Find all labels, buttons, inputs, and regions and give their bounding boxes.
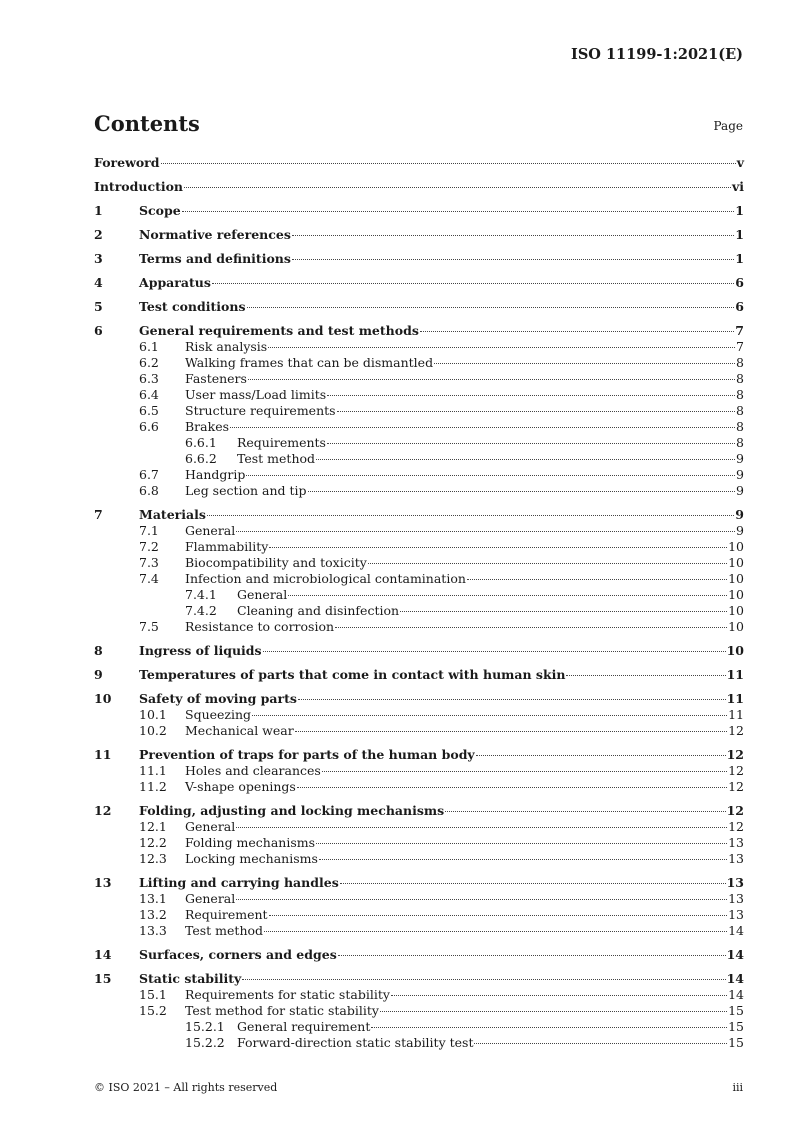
dot-leader xyxy=(319,859,727,860)
toc-entry[interactable] xyxy=(94,555,744,571)
document-id: ISO 11199-1:2021(E) xyxy=(571,46,743,63)
toc-entry-title: General xyxy=(185,891,236,906)
dot-leader xyxy=(445,811,725,812)
toc-entry-title: Test method xyxy=(185,923,264,938)
toc-entry[interactable] xyxy=(94,226,744,243)
toc-entry[interactable] xyxy=(94,907,744,923)
dot-leader xyxy=(467,579,727,580)
toc-entry-number: 6.2 xyxy=(139,355,159,370)
toc-entry-page: v xyxy=(736,155,744,170)
toc-entry-title: Locking mechanisms xyxy=(185,851,318,866)
dot-leader xyxy=(236,531,735,532)
toc-entry-page: 13 xyxy=(728,907,744,922)
toc-entry-page: 8 xyxy=(736,371,744,386)
toc-entry-number: 11 xyxy=(94,747,112,762)
toc-entry-page: 14 xyxy=(728,987,744,1002)
toc-entry-number: 6.6.2 xyxy=(185,451,217,466)
toc-entry-page: 8 xyxy=(736,435,744,450)
toc-entry[interactable] xyxy=(94,539,744,555)
dot-leader xyxy=(340,883,726,884)
toc-entry[interactable] xyxy=(94,451,744,467)
dot-leader xyxy=(269,915,728,916)
dot-leader xyxy=(380,1011,727,1012)
dot-leader xyxy=(335,627,727,628)
toc-entry-number: 14 xyxy=(94,947,112,962)
toc-entry-number: 15.2.2 xyxy=(185,1035,225,1050)
toc-entry-page: 11 xyxy=(726,691,744,706)
toc-entry-title: Ingress of liquids xyxy=(139,643,262,658)
dot-leader xyxy=(337,411,735,412)
toc-entry-number: 12.1 xyxy=(139,819,167,834)
toc-entry[interactable] xyxy=(94,723,744,739)
dot-leader xyxy=(371,1027,727,1028)
toc-entry-title: Normative references xyxy=(139,227,291,242)
toc-entry-page: 13 xyxy=(726,875,744,890)
toc-entry-title: Biocompatibility and toxicity xyxy=(185,555,367,570)
toc-entry-title: Resistance to corrosion xyxy=(185,619,335,634)
toc-entry-title: Terms and definitions xyxy=(139,251,291,266)
toc-entry[interactable] xyxy=(94,835,744,851)
toc-entry-title: User mass/Load limits xyxy=(185,387,327,402)
dot-leader xyxy=(246,475,735,476)
dot-leader xyxy=(263,651,726,652)
dot-leader xyxy=(400,611,727,612)
toc-entry-number: 13.2 xyxy=(139,907,167,922)
dot-leader xyxy=(316,459,735,460)
toc-entry-page: 1 xyxy=(735,203,744,218)
toc-entry[interactable] xyxy=(94,339,744,355)
toc-entry-number: 10 xyxy=(94,691,112,706)
dot-leader xyxy=(391,995,727,996)
dot-leader xyxy=(295,731,727,732)
toc-entry-number: 6.1 xyxy=(139,339,159,354)
dot-leader xyxy=(247,307,735,308)
toc-entry[interactable] xyxy=(94,298,744,315)
dot-leader xyxy=(316,843,727,844)
toc-entry-title: Structure requirements xyxy=(185,403,336,418)
toc-entry-page: 12 xyxy=(728,723,744,738)
toc-entry[interactable] xyxy=(94,274,744,291)
toc-entry[interactable] xyxy=(94,802,744,819)
toc-entry-number: 12 xyxy=(94,803,112,818)
dot-leader xyxy=(327,443,735,444)
toc-entry-number: 15.1 xyxy=(139,987,167,1002)
toc-entry[interactable] xyxy=(94,202,744,219)
toc-entry-page: 11 xyxy=(728,707,744,722)
dot-leader xyxy=(327,395,735,396)
toc-entry-number: 15.2 xyxy=(139,1003,167,1018)
toc-entry-number: 7.1 xyxy=(139,523,159,538)
toc-entry-page: 6 xyxy=(735,299,744,314)
toc-entry[interactable] xyxy=(94,987,744,1003)
toc-entry-number: 6 xyxy=(94,323,103,338)
dot-leader xyxy=(161,163,736,164)
toc-entry-number: 6.8 xyxy=(139,483,159,498)
toc-entry-page: 10 xyxy=(726,643,744,658)
toc-entry-number: 4 xyxy=(94,275,103,290)
dot-leader xyxy=(308,491,735,492)
toc-entry[interactable] xyxy=(94,666,744,683)
toc-entry[interactable] xyxy=(94,619,744,635)
dot-leader xyxy=(292,259,734,260)
toc-entry-title: Walking frames that can be dismantled xyxy=(185,355,434,370)
toc-entry-number: 5 xyxy=(94,299,103,314)
dot-leader xyxy=(230,427,735,428)
toc-entry-title: Holes and clearances xyxy=(185,763,321,778)
toc-entry[interactable] xyxy=(94,250,744,267)
dot-leader xyxy=(368,563,727,564)
toc-entry-title: Introduction xyxy=(94,179,184,194)
dot-leader xyxy=(236,899,727,900)
copyright-footer: © ISO 2021 – All rights reserved xyxy=(94,1081,278,1094)
toc-entry-title: Apparatus xyxy=(139,275,211,290)
dot-leader xyxy=(212,283,734,284)
toc-entry-number: 9 xyxy=(94,667,103,682)
toc-entry[interactable] xyxy=(94,970,744,987)
toc-entry-title: Surfaces, corners and edges xyxy=(139,947,337,962)
page-number: iii xyxy=(732,1081,743,1094)
toc-entry-page: 13 xyxy=(728,891,744,906)
toc-entry-number: 15.2.1 xyxy=(185,1019,225,1034)
toc-entry[interactable] xyxy=(94,403,744,419)
toc-entry-page: 9 xyxy=(735,507,744,522)
dot-leader xyxy=(252,715,727,716)
toc-entry[interactable] xyxy=(94,851,744,867)
toc-entry[interactable] xyxy=(94,763,744,779)
dot-leader xyxy=(474,1043,727,1044)
toc-entry-page: 8 xyxy=(736,355,744,370)
toc-entry-title: V-shape openings xyxy=(185,779,296,794)
toc-entry-page: vi xyxy=(731,179,744,194)
toc-entry-page: 10 xyxy=(728,587,744,602)
toc-entry-title: Leg section and tip xyxy=(185,483,307,498)
toc-entry[interactable] xyxy=(94,642,744,659)
toc-entry-title: General xyxy=(237,587,288,602)
toc-entry-title: General xyxy=(185,523,236,538)
toc-entry-number: 12.2 xyxy=(139,835,167,850)
toc-entry-title: Squeezing xyxy=(185,707,252,722)
toc-entry-page: 9 xyxy=(736,523,744,538)
toc-entry-title: Mechanical wear xyxy=(185,723,294,738)
toc-entry[interactable] xyxy=(94,523,744,539)
toc-entry[interactable] xyxy=(94,435,744,451)
toc-entry[interactable] xyxy=(94,322,744,339)
toc-entry[interactable] xyxy=(94,690,744,707)
toc-entry-page: 9 xyxy=(736,483,744,498)
toc-entry-title: Temperatures of parts that come in contact with human skin xyxy=(139,667,566,682)
toc-entry[interactable] xyxy=(94,746,744,763)
toc-entry-number: 7.2 xyxy=(139,539,159,554)
toc-entry-title: Prevention of traps for parts of the human body xyxy=(139,747,475,762)
toc-entry-title: General xyxy=(185,819,236,834)
toc-entry-page: 8 xyxy=(736,387,744,402)
toc-entry[interactable] xyxy=(94,355,744,371)
toc-entry-page: 14 xyxy=(728,923,744,938)
toc-entry-title: Requirements xyxy=(237,435,326,450)
toc-entry-title: Fasteners xyxy=(185,371,247,386)
toc-entry[interactable] xyxy=(94,419,744,435)
dot-leader xyxy=(297,787,727,788)
toc-entry-page: 7 xyxy=(736,339,744,354)
toc-entry-title: Test method for static stability xyxy=(185,1003,379,1018)
toc-entry-number: 6.4 xyxy=(139,387,159,402)
toc-entry-title: Flammability xyxy=(185,539,269,554)
toc-entry[interactable] xyxy=(94,178,744,195)
dot-leader xyxy=(182,211,735,212)
dot-leader xyxy=(288,595,727,596)
toc-entry-number: 7.3 xyxy=(139,555,159,570)
toc-entry-number: 13.1 xyxy=(139,891,167,906)
toc-entry-number: 8 xyxy=(94,643,103,658)
toc-entry-title: Infection and microbiological contamination xyxy=(185,571,466,586)
dot-leader xyxy=(268,347,735,348)
toc-entry-page: 14 xyxy=(726,971,744,986)
toc-entry-page: 12 xyxy=(728,763,744,778)
toc-entry-title: Folding mechanisms xyxy=(185,835,316,850)
toc-entry[interactable] xyxy=(94,506,744,523)
toc-entry-page: 10 xyxy=(728,539,744,554)
toc-entry-page: 8 xyxy=(736,419,744,434)
toc-entry-number: 7.4.2 xyxy=(185,603,217,618)
dot-leader xyxy=(236,827,727,828)
toc-entry-page: 9 xyxy=(736,467,744,482)
dot-leader xyxy=(242,979,725,980)
toc-entry[interactable] xyxy=(94,603,744,619)
toc-entry-title: Scope xyxy=(139,203,181,218)
table-of-contents xyxy=(94,154,744,1051)
toc-entry[interactable] xyxy=(94,874,744,891)
toc-entry-number: 6.7 xyxy=(139,467,159,482)
toc-entry-number: 7.4.1 xyxy=(185,587,217,602)
toc-entry-number: 15 xyxy=(94,971,112,986)
toc-entry-number: 11.1 xyxy=(139,763,167,778)
toc-entry-title: Risk analysis xyxy=(185,339,268,354)
toc-entry-page: 7 xyxy=(735,323,744,338)
toc-entry-title: Foreword xyxy=(94,155,160,170)
toc-entry-page: 6 xyxy=(735,275,744,290)
toc-entry-page: 11 xyxy=(726,667,744,682)
toc-entry[interactable] xyxy=(94,483,744,499)
dot-leader xyxy=(420,331,734,332)
toc-entry-page: 1 xyxy=(735,227,744,242)
toc-entry[interactable] xyxy=(94,923,744,939)
toc-entry-title: Handgrip xyxy=(185,467,246,482)
toc-entry-number: 10.1 xyxy=(139,707,167,722)
toc-entry-number: 1 xyxy=(94,203,103,218)
toc-entry-number: 12.3 xyxy=(139,851,167,866)
toc-entry-number: 7 xyxy=(94,507,103,522)
toc-entry[interactable] xyxy=(94,1003,744,1019)
dot-leader xyxy=(322,771,727,772)
toc-entry-page: 10 xyxy=(728,603,744,618)
toc-entry-page: 15 xyxy=(728,1019,744,1034)
toc-entry-title: General requirement xyxy=(237,1019,371,1034)
toc-entry-number: 13.3 xyxy=(139,923,167,938)
toc-entry[interactable] xyxy=(94,946,744,963)
dot-leader xyxy=(269,547,727,548)
toc-entry-page: 12 xyxy=(728,779,744,794)
toc-entry[interactable] xyxy=(94,467,744,483)
toc-entry[interactable] xyxy=(94,387,744,403)
toc-entry-title: Folding, adjusting and locking mechanisms xyxy=(139,803,445,818)
dot-leader xyxy=(434,363,735,364)
dot-leader xyxy=(292,235,734,236)
toc-entry[interactable] xyxy=(94,587,744,603)
dot-leader xyxy=(476,755,726,756)
dot-leader xyxy=(207,515,734,516)
toc-entry-number: 3 xyxy=(94,251,103,266)
toc-entry-page: 15 xyxy=(728,1003,744,1018)
toc-entry-title: Lifting and carrying handles xyxy=(139,875,339,890)
page-column-label: Page xyxy=(713,119,743,133)
toc-entry-title: Materials xyxy=(139,507,206,522)
toc-entry-title: General requirements and test methods xyxy=(139,323,419,338)
toc-entry-page: 15 xyxy=(728,1035,744,1050)
toc-entry-number: 11.2 xyxy=(139,779,167,794)
toc-entry-title: Test method xyxy=(237,451,316,466)
toc-entry-page: 12 xyxy=(726,747,744,762)
toc-entry-page: 13 xyxy=(728,851,744,866)
toc-entry-page: 14 xyxy=(726,947,744,962)
toc-entry-number: 13 xyxy=(94,875,112,890)
dot-leader xyxy=(184,187,731,188)
toc-entry[interactable] xyxy=(94,707,744,723)
toc-entry-title: Brakes xyxy=(185,419,230,434)
toc-entry-page: 9 xyxy=(736,451,744,466)
toc-entry-title: Cleaning and disinfection xyxy=(237,603,400,618)
dot-leader xyxy=(566,675,725,676)
contents-heading: Contents xyxy=(94,111,200,136)
toc-entry-title: Test conditions xyxy=(139,299,246,314)
toc-entry-page: 8 xyxy=(736,403,744,418)
toc-entry[interactable] xyxy=(94,371,744,387)
toc-entry-number: 6.6 xyxy=(139,419,159,434)
toc-entry-number: 7.5 xyxy=(139,619,159,634)
toc-entry-number: 2 xyxy=(94,227,103,242)
toc-entry-page: 12 xyxy=(728,819,744,834)
toc-entry-number: 7.4 xyxy=(139,571,159,586)
toc-entry-page: 10 xyxy=(728,619,744,634)
toc-entry[interactable] xyxy=(94,571,744,587)
toc-entry-title: Requirement xyxy=(185,907,268,922)
toc-entry-title: Requirements for static stability xyxy=(185,987,390,1002)
toc-entry-number: 6.5 xyxy=(139,403,159,418)
toc-entry-title: Safety of moving parts xyxy=(139,691,297,706)
toc-entry-number: 10.2 xyxy=(139,723,167,738)
toc-entry-title: Static stability xyxy=(139,971,242,986)
toc-entry[interactable] xyxy=(94,1019,744,1035)
dot-leader xyxy=(338,955,726,956)
toc-entry-page: 1 xyxy=(735,251,744,266)
toc-entry-title: Forward-direction static stability test xyxy=(237,1035,474,1050)
dot-leader xyxy=(248,379,735,380)
toc-entry[interactable] xyxy=(94,819,744,835)
toc-entry-number: 6.3 xyxy=(139,371,159,386)
toc-entry[interactable] xyxy=(94,1035,744,1051)
toc-entry-number: 6.6.1 xyxy=(185,435,217,450)
toc-entry-page: 10 xyxy=(728,571,744,586)
toc-entry[interactable] xyxy=(94,779,744,795)
toc-entry[interactable] xyxy=(94,891,744,907)
toc-entry[interactable] xyxy=(94,154,744,171)
toc-entry-page: 10 xyxy=(728,555,744,570)
toc-entry-page: 13 xyxy=(728,835,744,850)
toc-entry-page: 12 xyxy=(726,803,744,818)
dot-leader xyxy=(264,931,727,932)
dot-leader xyxy=(298,699,726,700)
